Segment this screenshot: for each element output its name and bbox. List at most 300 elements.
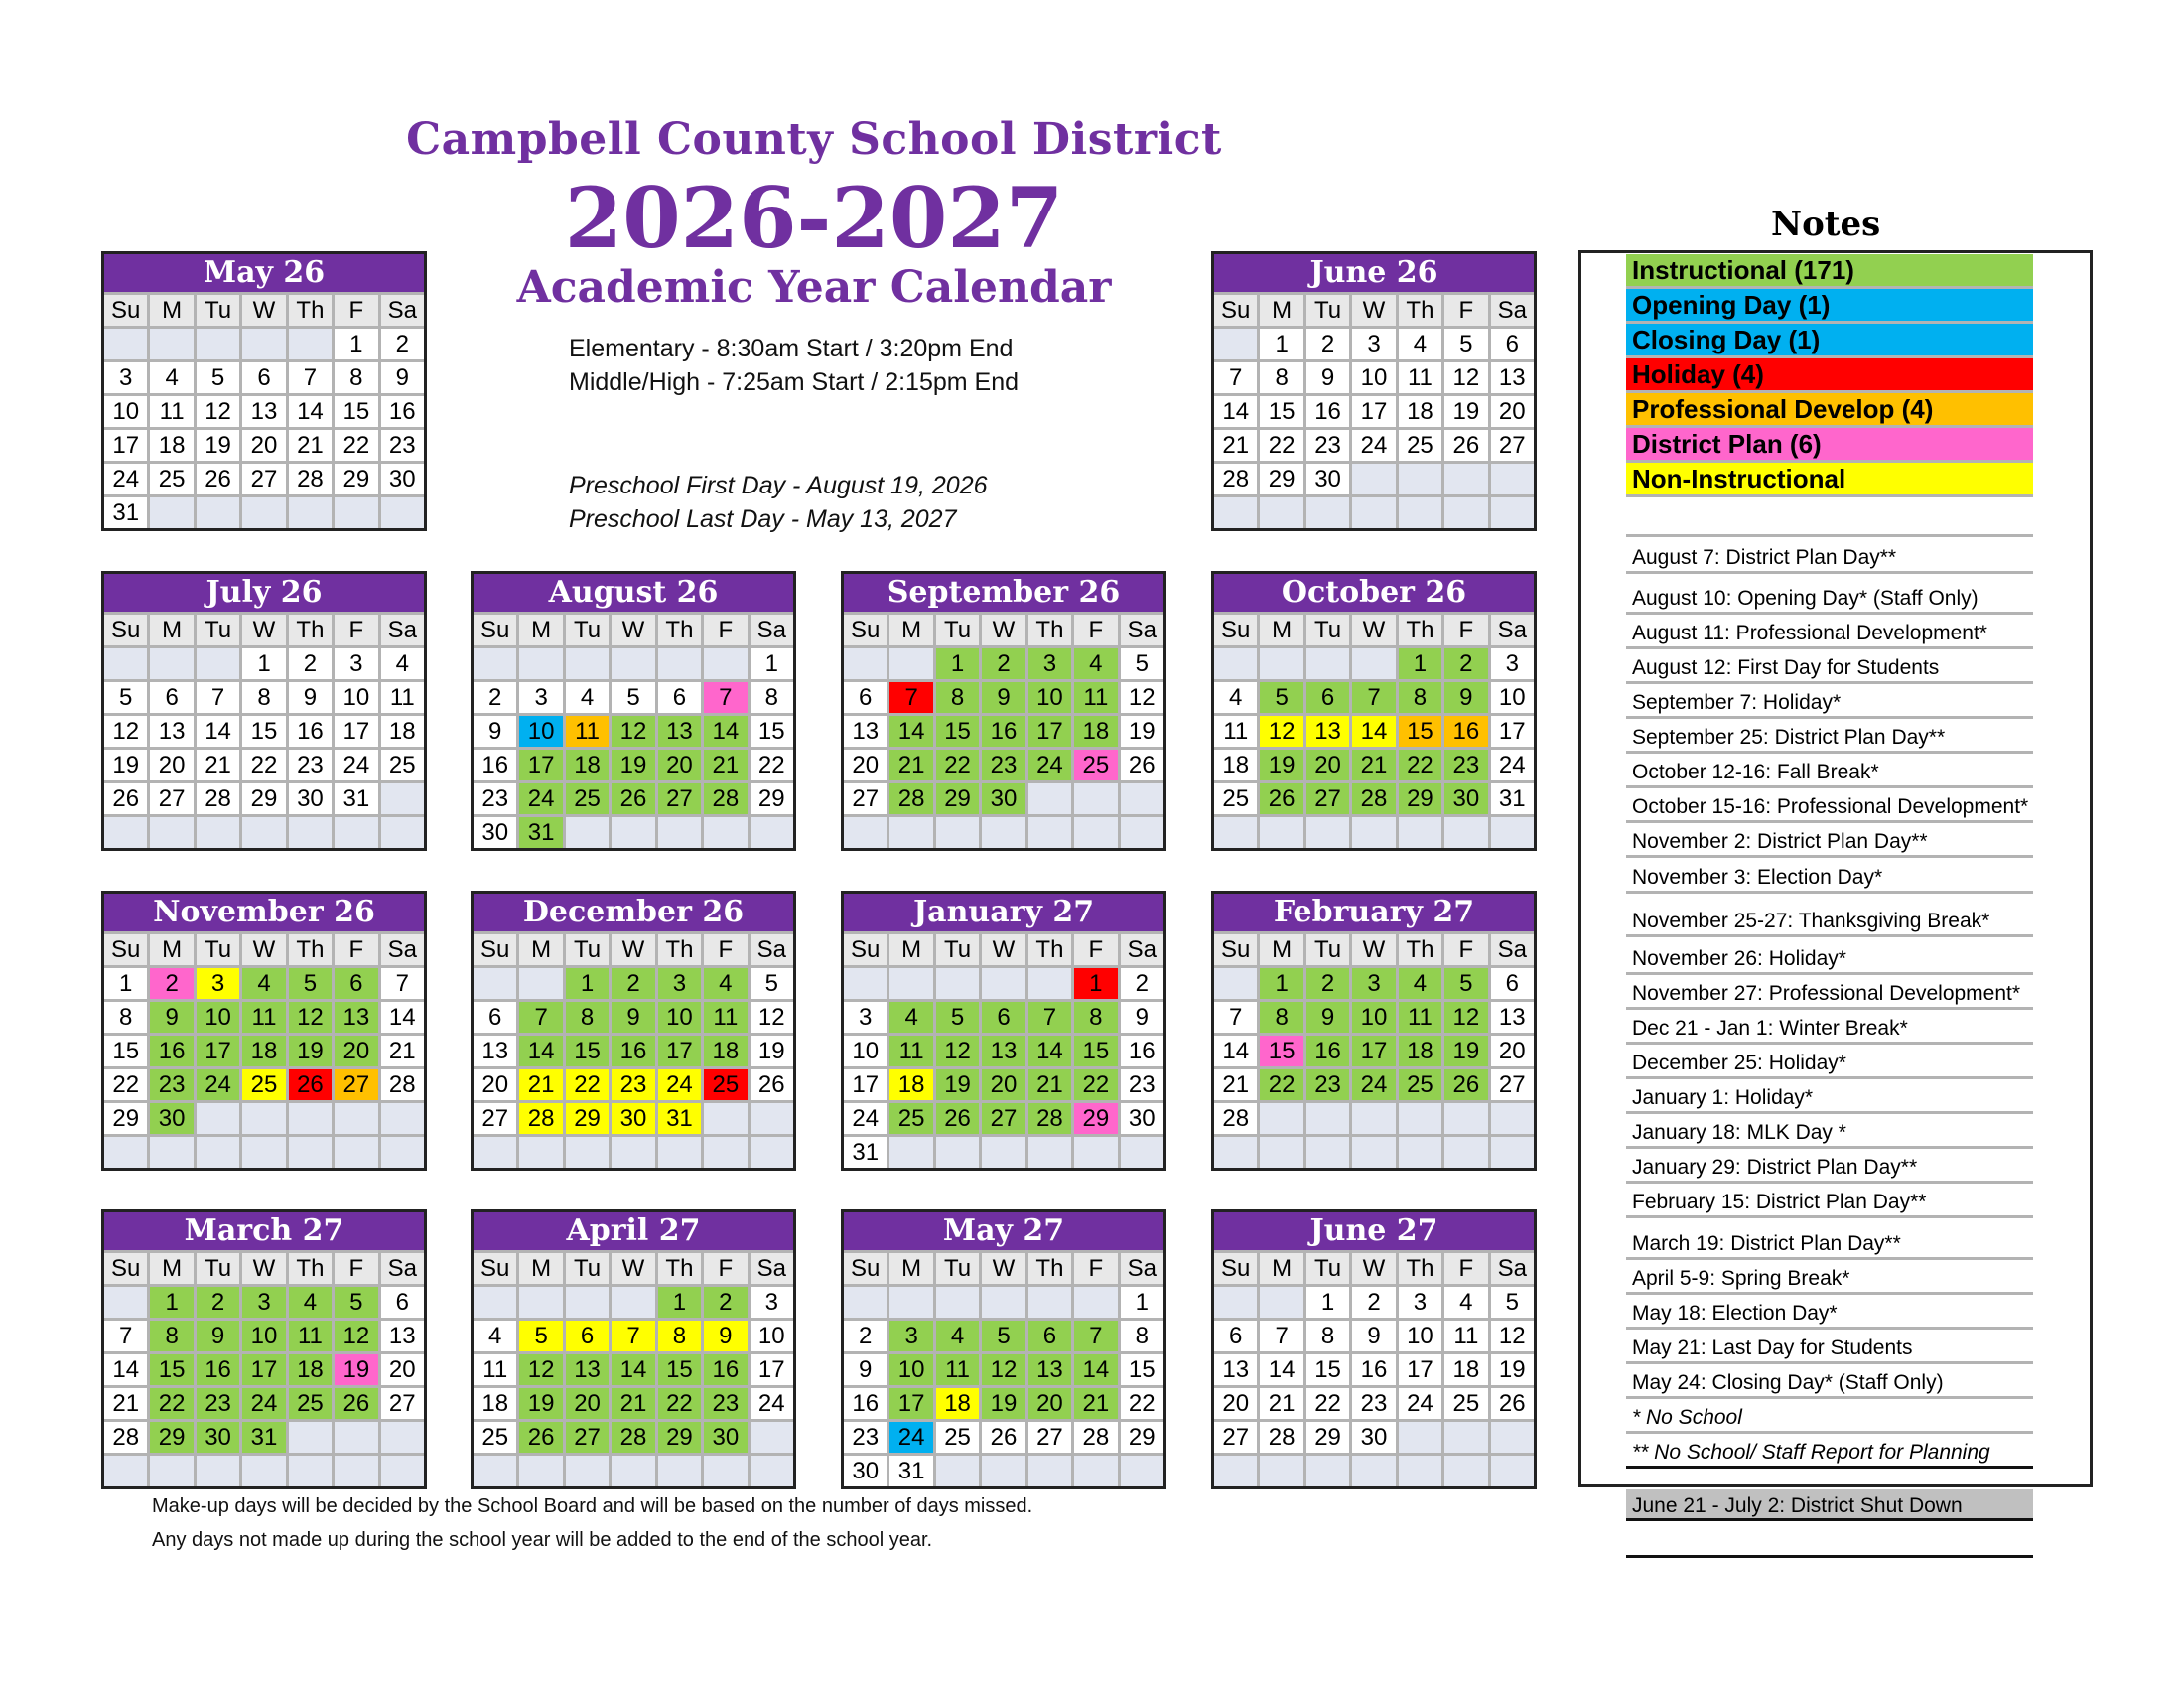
- day-cell[interactable]: 27: [242, 464, 285, 494]
- day-cell[interactable]: 15: [104, 1036, 147, 1066]
- day-cell[interactable]: 4: [566, 682, 609, 713]
- day-cell[interactable]: 21: [612, 1388, 654, 1419]
- day-cell[interactable]: 4: [289, 1287, 332, 1318]
- day-cell[interactable]: 15: [566, 1036, 609, 1066]
- day-cell[interactable]: 6: [381, 1287, 424, 1318]
- day-cell[interactable]: 8: [1399, 682, 1441, 713]
- day-cell[interactable]: 12: [1444, 1002, 1487, 1033]
- day-cell[interactable]: 20: [381, 1354, 424, 1385]
- day-cell[interactable]: 6: [566, 1321, 609, 1351]
- day-cell[interactable]: 22: [1121, 1388, 1163, 1419]
- day-cell[interactable]: 27: [150, 783, 193, 814]
- day-cell[interactable]: 24: [197, 1069, 239, 1100]
- day-cell[interactable]: 16: [289, 716, 332, 747]
- day-cell[interactable]: 27: [658, 783, 701, 814]
- day-cell[interactable]: 25: [566, 783, 609, 814]
- day-cell[interactable]: 14: [1214, 1036, 1257, 1066]
- day-cell[interactable]: 16: [982, 716, 1024, 747]
- day-cell[interactable]: 28: [1028, 1103, 1071, 1134]
- day-cell[interactable]: 11: [242, 1002, 285, 1033]
- day-cell[interactable]: 26: [519, 1422, 562, 1453]
- day-cell[interactable]: 19: [1444, 396, 1487, 427]
- day-cell[interactable]: 24: [1028, 750, 1071, 780]
- day-cell[interactable]: 13: [658, 716, 701, 747]
- day-cell[interactable]: 9: [704, 1321, 747, 1351]
- day-cell[interactable]: 6: [844, 682, 887, 713]
- day-cell[interactable]: 8: [104, 1002, 147, 1033]
- day-cell[interactable]: 16: [704, 1354, 747, 1385]
- day-cell[interactable]: 10: [751, 1321, 793, 1351]
- day-cell[interactable]: 29: [1306, 1422, 1349, 1453]
- day-cell[interactable]: 12: [936, 1036, 979, 1066]
- day-cell[interactable]: 19: [1444, 1036, 1487, 1066]
- day-cell[interactable]: 18: [1074, 716, 1117, 747]
- day-cell[interactable]: 3: [197, 968, 239, 999]
- day-cell[interactable]: 10: [519, 716, 562, 747]
- day-cell[interactable]: 21: [289, 430, 332, 461]
- day-cell[interactable]: 16: [1444, 716, 1487, 747]
- day-cell[interactable]: 8: [1121, 1321, 1163, 1351]
- day-cell[interactable]: 21: [519, 1069, 562, 1100]
- day-cell[interactable]: 23: [844, 1422, 887, 1453]
- day-cell[interactable]: 15: [751, 716, 793, 747]
- day-cell[interactable]: 2: [197, 1287, 239, 1318]
- day-cell[interactable]: 19: [612, 750, 654, 780]
- day-cell[interactable]: 4: [1214, 682, 1257, 713]
- day-cell[interactable]: 24: [1399, 1388, 1441, 1419]
- day-cell[interactable]: 12: [751, 1002, 793, 1033]
- day-cell[interactable]: 20: [566, 1388, 609, 1419]
- day-cell[interactable]: 23: [612, 1069, 654, 1100]
- day-cell[interactable]: 28: [1260, 1422, 1302, 1453]
- day-cell[interactable]: 30: [474, 817, 516, 848]
- day-cell[interactable]: 7: [381, 968, 424, 999]
- day-cell[interactable]: 9: [1444, 682, 1487, 713]
- day-cell[interactable]: 20: [1306, 750, 1349, 780]
- day-cell[interactable]: 28: [104, 1422, 147, 1453]
- day-cell[interactable]: 7: [1214, 1002, 1257, 1033]
- day-cell[interactable]: 11: [150, 396, 193, 427]
- day-cell[interactable]: 20: [658, 750, 701, 780]
- day-cell[interactable]: 20: [150, 750, 193, 780]
- day-cell[interactable]: 5: [612, 682, 654, 713]
- day-cell[interactable]: 29: [104, 1103, 147, 1134]
- day-cell[interactable]: 14: [289, 396, 332, 427]
- day-cell[interactable]: 18: [1214, 750, 1257, 780]
- day-cell[interactable]: 5: [1260, 682, 1302, 713]
- day-cell[interactable]: 7: [104, 1321, 147, 1351]
- day-cell[interactable]: 14: [889, 716, 932, 747]
- day-cell[interactable]: 25: [704, 1069, 747, 1100]
- day-cell[interactable]: 11: [1399, 362, 1441, 393]
- day-cell[interactable]: 14: [197, 716, 239, 747]
- day-cell[interactable]: 7: [289, 362, 332, 393]
- day-cell[interactable]: 21: [1352, 750, 1395, 780]
- day-cell[interactable]: 21: [889, 750, 932, 780]
- day-cell[interactable]: 9: [1306, 362, 1349, 393]
- day-cell[interactable]: 3: [242, 1287, 285, 1318]
- day-cell[interactable]: 18: [289, 1354, 332, 1385]
- day-cell[interactable]: 1: [104, 968, 147, 999]
- day-cell[interactable]: 19: [335, 1354, 377, 1385]
- day-cell[interactable]: 14: [381, 1002, 424, 1033]
- day-cell[interactable]: 23: [1444, 750, 1487, 780]
- day-cell[interactable]: 4: [381, 648, 424, 679]
- day-cell[interactable]: 8: [150, 1321, 193, 1351]
- day-cell[interactable]: 1: [936, 648, 979, 679]
- day-cell[interactable]: 29: [335, 464, 377, 494]
- day-cell[interactable]: 21: [1260, 1388, 1302, 1419]
- day-cell[interactable]: 9: [474, 716, 516, 747]
- day-cell[interactable]: 5: [289, 968, 332, 999]
- day-cell[interactable]: 1: [335, 329, 377, 359]
- day-cell[interactable]: 20: [844, 750, 887, 780]
- day-cell[interactable]: 13: [150, 716, 193, 747]
- day-cell[interactable]: 9: [197, 1321, 239, 1351]
- day-cell[interactable]: 3: [335, 648, 377, 679]
- day-cell[interactable]: 5: [104, 682, 147, 713]
- day-cell[interactable]: 28: [381, 1069, 424, 1100]
- day-cell[interactable]: 2: [1444, 648, 1487, 679]
- day-cell[interactable]: 18: [381, 716, 424, 747]
- day-cell[interactable]: 14: [1260, 1354, 1302, 1385]
- day-cell[interactable]: 4: [242, 968, 285, 999]
- day-cell[interactable]: 25: [1399, 1069, 1441, 1100]
- day-cell[interactable]: 24: [751, 1388, 793, 1419]
- day-cell[interactable]: 20: [474, 1069, 516, 1100]
- day-cell[interactable]: 17: [751, 1354, 793, 1385]
- day-cell[interactable]: 10: [197, 1002, 239, 1033]
- day-cell[interactable]: 5: [1444, 968, 1487, 999]
- day-cell[interactable]: 24: [519, 783, 562, 814]
- day-cell[interactable]: 17: [519, 750, 562, 780]
- day-cell[interactable]: 23: [474, 783, 516, 814]
- day-cell[interactable]: 28: [197, 783, 239, 814]
- day-cell[interactable]: 2: [289, 648, 332, 679]
- day-cell[interactable]: 16: [1352, 1354, 1395, 1385]
- day-cell[interactable]: 27: [474, 1103, 516, 1134]
- day-cell[interactable]: 25: [242, 1069, 285, 1100]
- day-cell[interactable]: 28: [704, 783, 747, 814]
- day-cell[interactable]: 1: [1074, 968, 1117, 999]
- day-cell[interactable]: 6: [1028, 1321, 1071, 1351]
- day-cell[interactable]: 5: [751, 968, 793, 999]
- day-cell[interactable]: 25: [1399, 430, 1441, 461]
- day-cell[interactable]: 23: [1306, 1069, 1349, 1100]
- day-cell[interactable]: 10: [1399, 1321, 1441, 1351]
- day-cell[interactable]: 13: [566, 1354, 609, 1385]
- day-cell[interactable]: 6: [1491, 329, 1534, 359]
- day-cell[interactable]: 8: [936, 682, 979, 713]
- day-cell[interactable]: 8: [1074, 1002, 1117, 1033]
- day-cell[interactable]: 25: [1074, 750, 1117, 780]
- day-cell[interactable]: 9: [844, 1354, 887, 1385]
- day-cell[interactable]: 7: [197, 682, 239, 713]
- day-cell[interactable]: 14: [1074, 1354, 1117, 1385]
- day-cell[interactable]: 13: [1491, 1002, 1534, 1033]
- day-cell[interactable]: 29: [566, 1103, 609, 1134]
- day-cell[interactable]: 19: [751, 1036, 793, 1066]
- day-cell[interactable]: 31: [335, 783, 377, 814]
- day-cell[interactable]: 16: [197, 1354, 239, 1385]
- day-cell[interactable]: 31: [1491, 783, 1534, 814]
- day-cell[interactable]: 28: [1352, 783, 1395, 814]
- day-cell[interactable]: 20: [1491, 1036, 1534, 1066]
- day-cell[interactable]: 3: [1399, 1287, 1441, 1318]
- day-cell[interactable]: 19: [289, 1036, 332, 1066]
- day-cell[interactable]: 19: [104, 750, 147, 780]
- day-cell[interactable]: 12: [197, 396, 239, 427]
- day-cell[interactable]: 23: [197, 1388, 239, 1419]
- day-cell[interactable]: 7: [1214, 362, 1257, 393]
- day-cell[interactable]: 12: [104, 716, 147, 747]
- day-cell[interactable]: 15: [1260, 1036, 1302, 1066]
- day-cell[interactable]: 25: [1214, 783, 1257, 814]
- day-cell[interactable]: 18: [566, 750, 609, 780]
- day-cell[interactable]: 26: [982, 1422, 1024, 1453]
- day-cell[interactable]: 10: [658, 1002, 701, 1033]
- day-cell[interactable]: 22: [566, 1069, 609, 1100]
- day-cell[interactable]: 8: [1260, 362, 1302, 393]
- day-cell[interactable]: 4: [474, 1321, 516, 1351]
- day-cell[interactable]: 3: [1028, 648, 1071, 679]
- day-cell[interactable]: 2: [844, 1321, 887, 1351]
- day-cell[interactable]: 22: [1260, 430, 1302, 461]
- day-cell[interactable]: 7: [1260, 1321, 1302, 1351]
- day-cell[interactable]: 15: [1260, 396, 1302, 427]
- day-cell[interactable]: 29: [1074, 1103, 1117, 1134]
- day-cell[interactable]: 10: [1028, 682, 1071, 713]
- day-cell[interactable]: 8: [751, 682, 793, 713]
- day-cell[interactable]: 11: [381, 682, 424, 713]
- day-cell[interactable]: 8: [1306, 1321, 1349, 1351]
- day-cell[interactable]: 6: [658, 682, 701, 713]
- day-cell[interactable]: 3: [104, 362, 147, 393]
- day-cell[interactable]: 30: [1121, 1103, 1163, 1134]
- day-cell[interactable]: 13: [335, 1002, 377, 1033]
- day-cell[interactable]: 29: [1260, 464, 1302, 494]
- day-cell[interactable]: 18: [1399, 396, 1441, 427]
- day-cell[interactable]: 3: [751, 1287, 793, 1318]
- day-cell[interactable]: 30: [381, 464, 424, 494]
- day-cell[interactable]: 29: [658, 1422, 701, 1453]
- day-cell[interactable]: 11: [936, 1354, 979, 1385]
- day-cell[interactable]: 19: [936, 1069, 979, 1100]
- day-cell[interactable]: 21: [197, 750, 239, 780]
- day-cell[interactable]: 6: [1491, 968, 1534, 999]
- day-cell[interactable]: 11: [1399, 1002, 1441, 1033]
- day-cell[interactable]: 7: [889, 682, 932, 713]
- day-cell[interactable]: 10: [1352, 362, 1395, 393]
- day-cell[interactable]: 7: [612, 1321, 654, 1351]
- day-cell[interactable]: 28: [1074, 1422, 1117, 1453]
- day-cell[interactable]: 31: [104, 497, 147, 528]
- day-cell[interactable]: 29: [936, 783, 979, 814]
- day-cell[interactable]: 31: [844, 1137, 887, 1168]
- day-cell[interactable]: 29: [150, 1422, 193, 1453]
- day-cell[interactable]: 20: [1028, 1388, 1071, 1419]
- day-cell[interactable]: 4: [1399, 968, 1441, 999]
- day-cell[interactable]: 6: [1306, 682, 1349, 713]
- day-cell[interactable]: 11: [474, 1354, 516, 1385]
- day-cell[interactable]: 22: [751, 750, 793, 780]
- day-cell[interactable]: 10: [242, 1321, 285, 1351]
- day-cell[interactable]: 26: [612, 783, 654, 814]
- day-cell[interactable]: 8: [242, 682, 285, 713]
- day-cell[interactable]: 9: [150, 1002, 193, 1033]
- day-cell[interactable]: 13: [982, 1036, 1024, 1066]
- day-cell[interactable]: 24: [335, 750, 377, 780]
- day-cell[interactable]: 3: [1352, 968, 1395, 999]
- day-cell[interactable]: 27: [1491, 1069, 1534, 1100]
- day-cell[interactable]: 26: [1121, 750, 1163, 780]
- day-cell[interactable]: 26: [1444, 1069, 1487, 1100]
- day-cell[interactable]: 16: [1306, 1036, 1349, 1066]
- day-cell[interactable]: 27: [335, 1069, 377, 1100]
- day-cell[interactable]: 20: [242, 430, 285, 461]
- day-cell[interactable]: 5: [519, 1321, 562, 1351]
- day-cell[interactable]: 27: [1306, 783, 1349, 814]
- day-cell[interactable]: 14: [104, 1354, 147, 1385]
- day-cell[interactable]: 17: [1352, 1036, 1395, 1066]
- day-cell[interactable]: 13: [844, 716, 887, 747]
- day-cell[interactable]: 22: [242, 750, 285, 780]
- day-cell[interactable]: 22: [335, 430, 377, 461]
- day-cell[interactable]: 9: [1121, 1002, 1163, 1033]
- day-cell[interactable]: 25: [1444, 1388, 1487, 1419]
- day-cell[interactable]: 1: [150, 1287, 193, 1318]
- day-cell[interactable]: 1: [566, 968, 609, 999]
- day-cell[interactable]: 21: [1028, 1069, 1071, 1100]
- day-cell[interactable]: 19: [197, 430, 239, 461]
- day-cell[interactable]: 9: [982, 682, 1024, 713]
- day-cell[interactable]: 12: [289, 1002, 332, 1033]
- day-cell[interactable]: 18: [150, 430, 193, 461]
- day-cell[interactable]: 2: [982, 648, 1024, 679]
- day-cell[interactable]: 19: [982, 1388, 1024, 1419]
- day-cell[interactable]: 18: [1399, 1036, 1441, 1066]
- day-cell[interactable]: 27: [1214, 1422, 1257, 1453]
- day-cell[interactable]: 19: [1121, 716, 1163, 747]
- day-cell[interactable]: 5: [982, 1321, 1024, 1351]
- day-cell[interactable]: 2: [612, 968, 654, 999]
- day-cell[interactable]: 15: [936, 716, 979, 747]
- day-cell[interactable]: 29: [242, 783, 285, 814]
- day-cell[interactable]: 1: [242, 648, 285, 679]
- day-cell[interactable]: 17: [335, 716, 377, 747]
- day-cell[interactable]: 25: [150, 464, 193, 494]
- day-cell[interactable]: 27: [1491, 430, 1534, 461]
- day-cell[interactable]: 18: [704, 1036, 747, 1066]
- day-cell[interactable]: 5: [335, 1287, 377, 1318]
- day-cell[interactable]: 2: [474, 682, 516, 713]
- day-cell[interactable]: 22: [150, 1388, 193, 1419]
- day-cell[interactable]: 11: [704, 1002, 747, 1033]
- day-cell[interactable]: 27: [982, 1103, 1024, 1134]
- day-cell[interactable]: 22: [104, 1069, 147, 1100]
- day-cell[interactable]: 9: [612, 1002, 654, 1033]
- day-cell[interactable]: 16: [150, 1036, 193, 1066]
- day-cell[interactable]: 3: [889, 1321, 932, 1351]
- day-cell[interactable]: 27: [844, 783, 887, 814]
- day-cell[interactable]: 26: [1444, 430, 1487, 461]
- day-cell[interactable]: 22: [1260, 1069, 1302, 1100]
- day-cell[interactable]: 13: [381, 1321, 424, 1351]
- day-cell[interactable]: 5: [1444, 329, 1487, 359]
- day-cell[interactable]: 1: [751, 648, 793, 679]
- day-cell[interactable]: 16: [844, 1388, 887, 1419]
- day-cell[interactable]: 20: [335, 1036, 377, 1066]
- day-cell[interactable]: 30: [289, 783, 332, 814]
- day-cell[interactable]: 14: [1352, 716, 1395, 747]
- day-cell[interactable]: 19: [519, 1388, 562, 1419]
- day-cell[interactable]: 17: [104, 430, 147, 461]
- day-cell[interactable]: 20: [982, 1069, 1024, 1100]
- day-cell[interactable]: 30: [844, 1456, 887, 1486]
- day-cell[interactable]: 4: [936, 1321, 979, 1351]
- day-cell[interactable]: 4: [1074, 648, 1117, 679]
- day-cell[interactable]: 29: [1121, 1422, 1163, 1453]
- day-cell[interactable]: 13: [242, 396, 285, 427]
- day-cell[interactable]: 27: [381, 1388, 424, 1419]
- day-cell[interactable]: 22: [1306, 1388, 1349, 1419]
- day-cell[interactable]: 12: [612, 716, 654, 747]
- day-cell[interactable]: 10: [104, 396, 147, 427]
- day-cell[interactable]: 24: [658, 1069, 701, 1100]
- day-cell[interactable]: 8: [658, 1321, 701, 1351]
- day-cell[interactable]: 26: [197, 464, 239, 494]
- day-cell[interactable]: 6: [150, 682, 193, 713]
- day-cell[interactable]: 31: [242, 1422, 285, 1453]
- day-cell[interactable]: 8: [1260, 1002, 1302, 1033]
- day-cell[interactable]: 26: [936, 1103, 979, 1134]
- day-cell[interactable]: 4: [150, 362, 193, 393]
- day-cell[interactable]: 17: [1491, 716, 1534, 747]
- day-cell[interactable]: 1: [1121, 1287, 1163, 1318]
- day-cell[interactable]: 5: [197, 362, 239, 393]
- day-cell[interactable]: 24: [1352, 430, 1395, 461]
- day-cell[interactable]: 1: [1260, 329, 1302, 359]
- day-cell[interactable]: 10: [1491, 682, 1534, 713]
- day-cell[interactable]: 1: [1260, 968, 1302, 999]
- day-cell[interactable]: 17: [1028, 716, 1071, 747]
- day-cell[interactable]: 22: [1074, 1069, 1117, 1100]
- day-cell[interactable]: 30: [704, 1422, 747, 1453]
- day-cell[interactable]: 8: [566, 1002, 609, 1033]
- day-cell[interactable]: 1: [658, 1287, 701, 1318]
- day-cell[interactable]: 3: [519, 682, 562, 713]
- day-cell[interactable]: 22: [1399, 750, 1441, 780]
- day-cell[interactable]: 15: [335, 396, 377, 427]
- day-cell[interactable]: 23: [1352, 1388, 1395, 1419]
- day-cell[interactable]: 31: [519, 817, 562, 848]
- day-cell[interactable]: 10: [335, 682, 377, 713]
- day-cell[interactable]: 30: [982, 783, 1024, 814]
- day-cell[interactable]: 20: [1214, 1388, 1257, 1419]
- day-cell[interactable]: 18: [1444, 1354, 1487, 1385]
- day-cell[interactable]: 4: [1399, 329, 1441, 359]
- day-cell[interactable]: 28: [612, 1422, 654, 1453]
- day-cell[interactable]: 29: [1399, 783, 1441, 814]
- day-cell[interactable]: 5: [1491, 1287, 1534, 1318]
- day-cell[interactable]: 25: [936, 1422, 979, 1453]
- day-cell[interactable]: 20: [1491, 396, 1534, 427]
- day-cell[interactable]: 25: [474, 1422, 516, 1453]
- day-cell[interactable]: 8: [335, 362, 377, 393]
- day-cell[interactable]: 14: [704, 716, 747, 747]
- day-cell[interactable]: 11: [1214, 716, 1257, 747]
- day-cell[interactable]: 11: [1444, 1321, 1487, 1351]
